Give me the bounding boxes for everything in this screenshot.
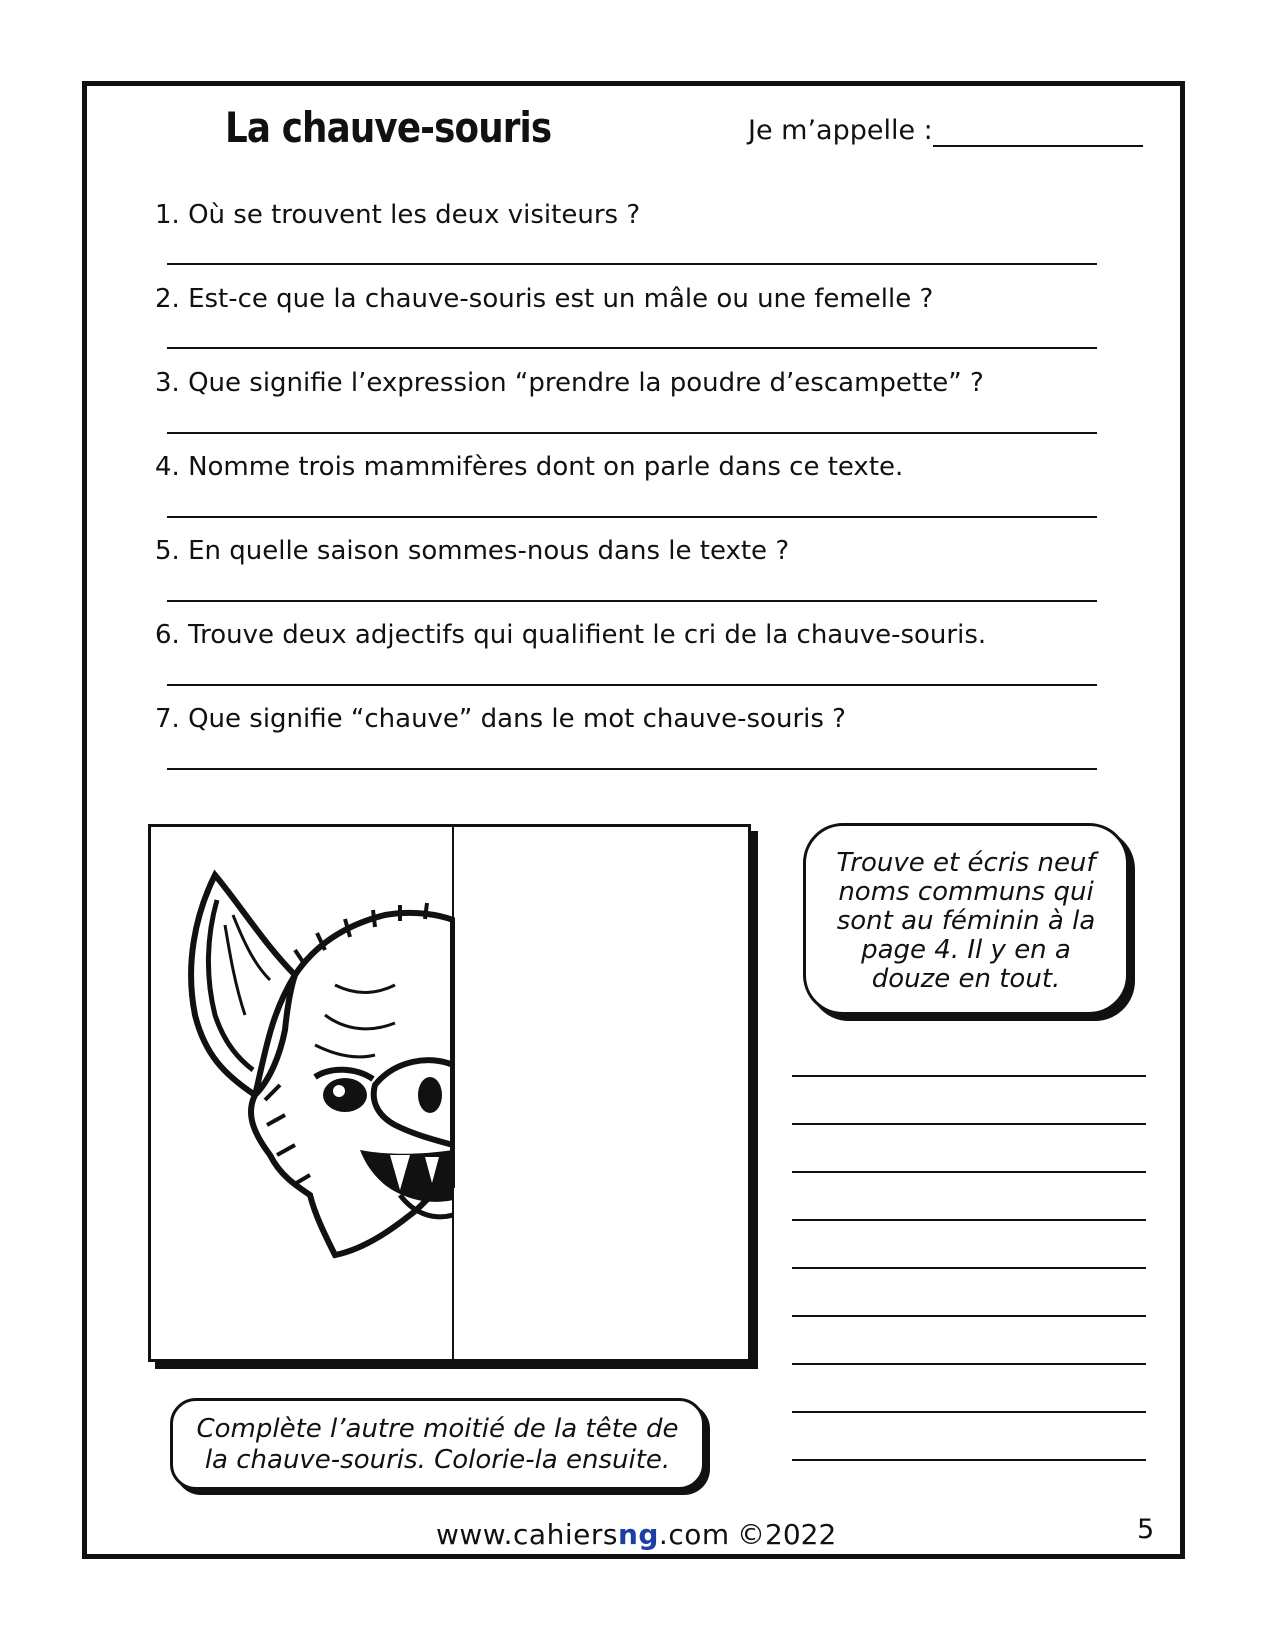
name-input-line[interactable] — [933, 145, 1143, 147]
word-answer-line-1[interactable] — [792, 1075, 1146, 1077]
footer-website — [436, 1518, 730, 1551]
instruction-line: douze en tout. — [871, 964, 1061, 994]
answer-line-2[interactable] — [167, 347, 1097, 349]
question-1: 1. Où se trouvent les deux visiteurs ? — [155, 200, 641, 230]
answer-line-1[interactable] — [167, 263, 1097, 265]
word-answer-line-6[interactable] — [792, 1315, 1146, 1317]
word-answer-line-4[interactable] — [792, 1219, 1146, 1221]
drawing-instruction-bubble — [170, 1398, 705, 1490]
answer-line-7[interactable] — [167, 768, 1097, 770]
question-2: 2. Est-ce que la chauve-souris est un mâle ou une femelle ? — [155, 284, 934, 314]
instruction-line: noms communs qui — [838, 877, 1094, 907]
page-title: La chauve-souris — [225, 103, 552, 152]
answer-line-5[interactable] — [167, 600, 1097, 602]
page-number: 5 — [1137, 1514, 1155, 1545]
word-answer-line-9[interactable] — [792, 1459, 1146, 1461]
word-answer-line-5[interactable] — [792, 1267, 1146, 1269]
instruction-line: Trouve et écris neuf — [836, 848, 1096, 878]
word-answer-line-7[interactable] — [792, 1363, 1146, 1365]
instruction-line: Complète l’autre moitié de la tête de — [196, 1414, 679, 1444]
question-6: 6. Trouve deux adjectifs qui qualifient le cri de la chauve-souris. — [155, 620, 987, 650]
site-suffix: .com — [658, 1518, 730, 1551]
answer-line-4[interactable] — [167, 516, 1097, 518]
question-7: 7. Que signifie “chauve” dans le mot chauve-souris ? — [155, 704, 846, 734]
half-bat-head-illustration — [185, 855, 455, 1265]
answer-line-3[interactable] — [167, 432, 1097, 434]
word-answer-line-3[interactable] — [792, 1171, 1146, 1173]
name-label: Je m’appelle : — [748, 115, 933, 146]
question-3: 3. Que signifie l’expression “prendre la poudre d’escampette” ? — [155, 368, 984, 398]
question-5: 5. En quelle saison sommes-nous dans le texte ? — [155, 536, 790, 566]
word-answer-line-2[interactable] — [792, 1123, 1146, 1125]
footer-copyright: ©2022 — [737, 1518, 837, 1551]
question-4: 4. Nomme trois mammifères dont on parle dans ce texte. — [155, 452, 904, 482]
word-answer-line-8[interactable] — [792, 1411, 1146, 1413]
word-search-instruction-bubble — [803, 823, 1129, 1015]
site-brand: ng — [617, 1518, 659, 1551]
site-prefix: www.cahiers — [436, 1518, 618, 1551]
instruction-line: page 4. Il y en a — [861, 935, 1071, 965]
instruction-line: la chauve-souris. Colorie-la ensuite. — [204, 1445, 671, 1475]
instruction-line: sont au féminin à la — [836, 906, 1096, 936]
answer-line-6[interactable] — [167, 684, 1097, 686]
